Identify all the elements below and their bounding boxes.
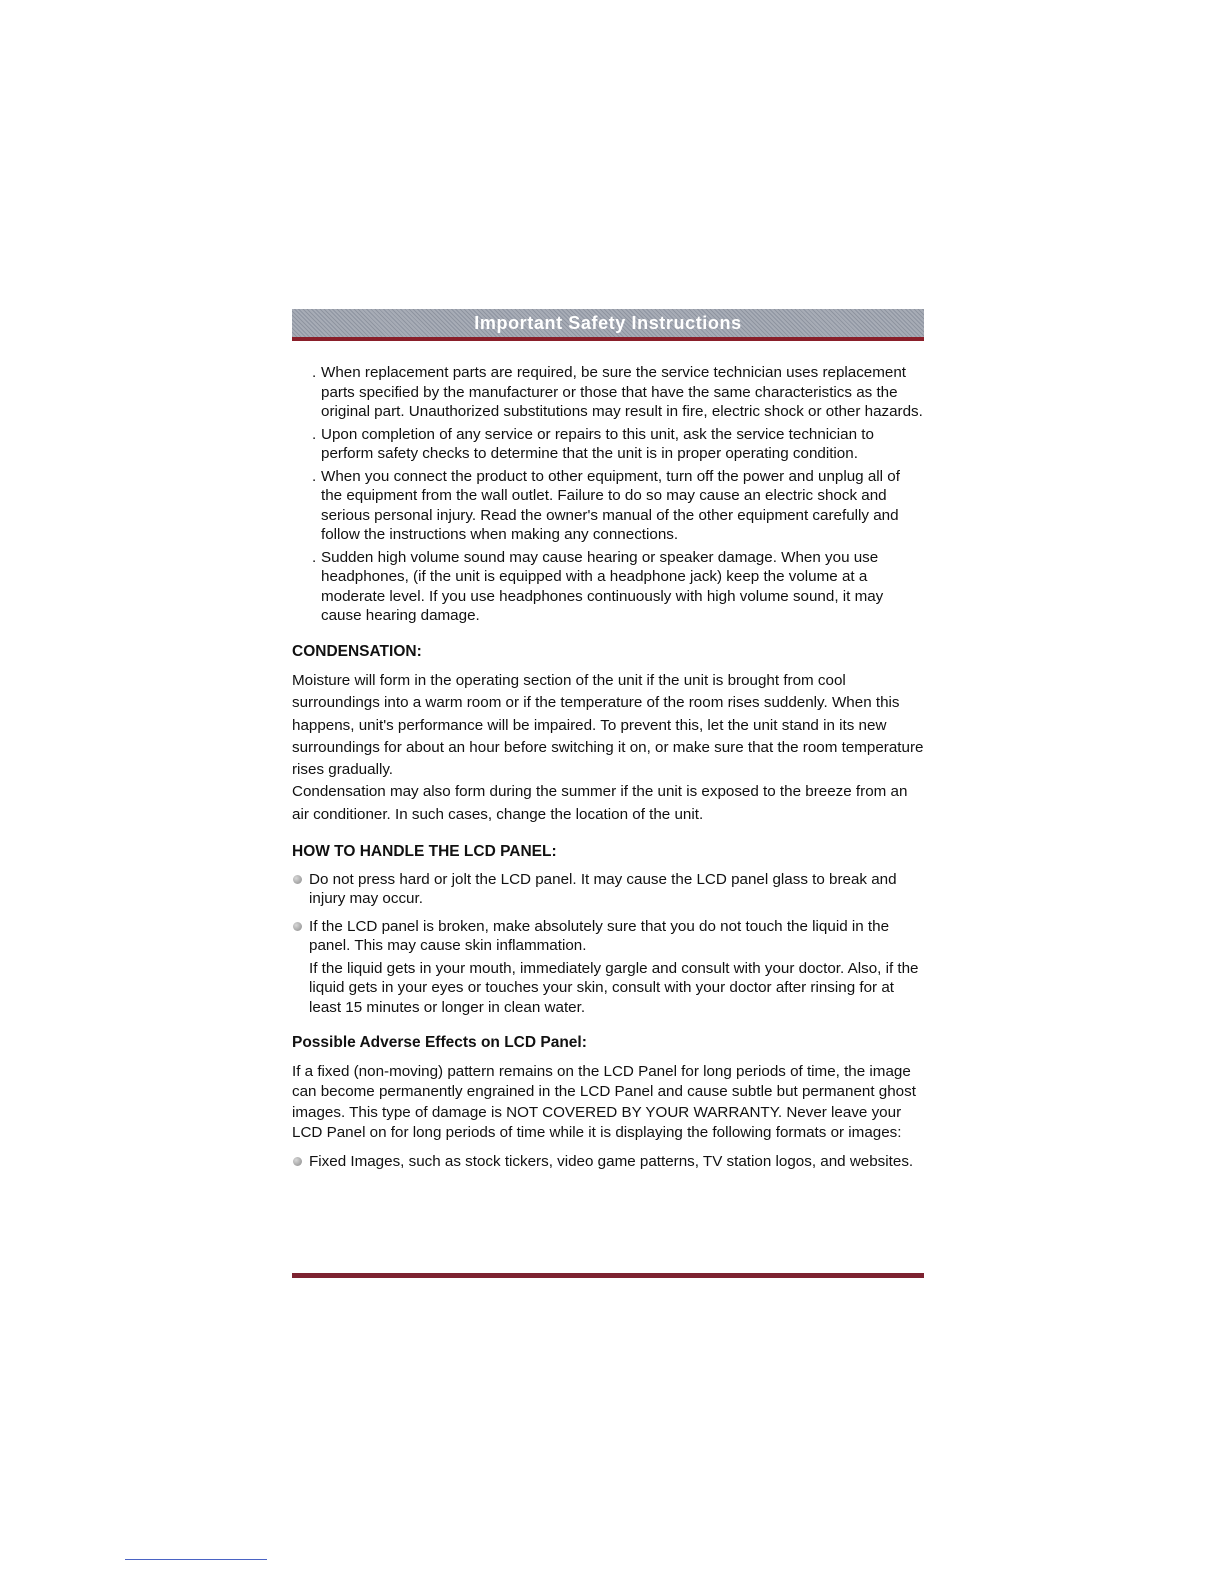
adverse-effects-heading: Possible Adverse Effects on LCD Panel:	[292, 1034, 587, 1052]
item-text: When replacement parts are required, be sure the service technician uses replacement parts specified by the manufacturer or those that have the same characteristics as the original part. Unauthorized substitutions may result in fire, electric shock or other hazards.	[321, 364, 923, 420]
item-mark: .	[312, 425, 317, 443]
bullet-text: Fixed Images, such as stock tickers, video game patterns, TV station logos, and websites.	[309, 1152, 914, 1170]
list-item	[312, 467, 924, 545]
item-mark: .	[312, 364, 317, 381]
item-text: Sudden high volume sound may cause hearing or speaker damage. When you use headphones, (if the unit is equipped with a headphone jack) keep the volume at a moderate level. If you use headphones continuously with high volume sound, it may cause hearing damage.	[321, 548, 884, 624]
list-item	[312, 363, 924, 422]
bottom-rule	[292, 1273, 924, 1278]
lcd-handling-heading: HOW TO HANDLE THE LCD PANEL:	[292, 843, 557, 861]
condensation-paragraph: Moisture will form in the operating section of the unit if the unit is brought from cool surroundings into a warm room or if the temperature of the room rises suddenly. When this happens, unit's performance will be impaired. To prevent this, let the unit stand in its new surroundings for about an hour before switching it on, or make sure that the room temperature rises gradually.	[292, 672, 924, 779]
list-item	[312, 425, 924, 464]
page-content	[292, 309, 924, 1171]
bullet-continuation: If the liquid gets in your mouth, immediately gargle and consult with your doctor. Also, if the liquid gets in your eyes or touches your skin, consult with your doctor after rinsing for at least 15 minutes or longer in clean water.	[309, 959, 919, 1016]
condensation-heading: CONDENSATION:	[292, 642, 422, 660]
bullet-text: If the LCD panel is broken, make absolutely sure that you do not touch the liquid in the panel. This may cause skin inflammation.	[309, 917, 890, 955]
list-item	[312, 548, 924, 626]
list-item	[292, 1152, 924, 1172]
section-banner	[292, 309, 924, 337]
item-text: When you connect the product to other equipment, turn off the power and unplug all of the equipment from the wall outlet. Failure to do so may cause an electric shock and serious personal injury. Read the owner's manual of the other equipment carefully and follow the instructions when making any connections.	[321, 467, 900, 543]
list-item	[292, 917, 924, 956]
condensation-paragraph-2: Condensation may also form during the summer if the unit is exposed to the breeze from an air conditioner. In such cases, change the location of the unit.	[292, 783, 908, 823]
item-mark: .	[312, 467, 317, 485]
service-items	[312, 363, 924, 626]
item-mark: .	[312, 548, 317, 566]
adverse-effects-paragraph: If a fixed (non-moving) pattern remains on the LCD Panel for long periods of time, the image can become permanently engrained in the LCD Panel and cause subtle but permanent ghost images. This type of damage is NOT COVERED BY YOUR WARRANTY. Never leave your LCD Panel on for long periods of time while it is displaying the following formats or images:	[292, 1062, 916, 1142]
footnote-separator	[125, 1559, 267, 1560]
bullet-icon	[293, 922, 302, 931]
item-text: Upon completion of any service or repairs to this unit, ask the service technician to perform safety checks to determine that the unit is in proper operating condition.	[321, 425, 874, 462]
banner-rule	[292, 337, 924, 341]
section-title: Important Safety Instructions	[474, 313, 742, 333]
bullet-icon	[293, 875, 302, 884]
list-item	[292, 870, 924, 909]
bullet-icon	[293, 1157, 302, 1166]
bullet-text: Do not press hard or jolt the LCD panel. It may cause the LCD panel glass to break and injury may occur.	[309, 870, 897, 908]
